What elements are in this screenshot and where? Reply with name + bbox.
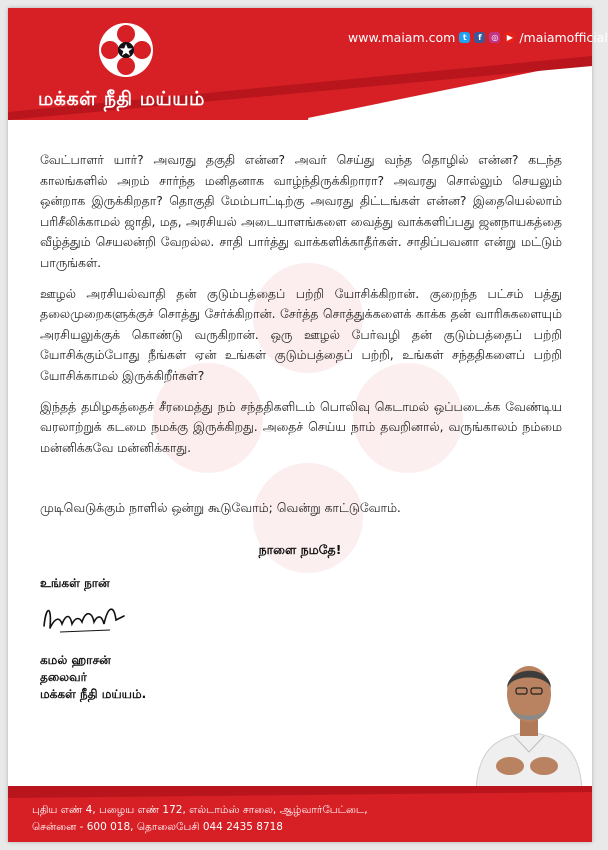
party-logo-icon — [98, 22, 154, 78]
instagram-icon[interactable]: ◎ — [489, 32, 500, 43]
letter-body — [40, 150, 562, 468]
signer-block — [40, 652, 146, 703]
signer-name: கமல் ஹாசன் — [40, 653, 111, 667]
letterhead-footer — [8, 786, 592, 842]
letterhead-header — [8, 8, 608, 120]
signer-title: தலைவர் — [40, 670, 87, 684]
facebook-icon[interactable]: f — [474, 32, 485, 43]
youtube-icon[interactable]: ▶ — [504, 32, 515, 43]
party-name: மக்கள் நீதி மய்யம் — [38, 88, 205, 110]
salutation-block — [40, 576, 110, 594]
salutation: உங்கள் நான் — [40, 576, 110, 590]
header-contact — [348, 30, 608, 45]
paragraph-2: ஊழல் அரசியல்வாதி தன் குடும்பத்தைப் பற்றி யோசிக்கிறான். குறைந்த பட்சம் பத்து தலைமுறைகளுக்குச் சொத்து சேர்க்கிறான். சேர்த்த சொத்துக்களைக் காக்க தன் வாரிசுகளையும் அரசியலுக்குக் கொண்டு வருகிறான். ஒரு ஊழல் பேர்வழி தன் குடும்பத்தைப் பற்றி யோசிக்கும்போது நீங்கள் ஏன் உங்கள் குடும்பத்தைப் பற்றி, உங்கள் சந்ததிகளைப் பற்றி யோசிக்காமல் இருக்கிறீர்கள்? — [40, 285, 562, 383]
paragraph-3: இந்தத் தமிழகத்தைச் சீரமைத்து நம் சந்ததிகளிடம் பொலிவு கெடாமல் ஒப்படைக்க வேண்டிய வரலாற்றுக் கடமை நமக்கு இருக்கிறது. அதைச் செய்ய நாம் தவறினால், வருங்காலம் நம்மை மன்னிக்கவே மன்னிக்காது. — [40, 398, 562, 455]
signature-image — [40, 596, 130, 640]
address-line-2: சென்னை - 600 018, தொலைபேசி 044 2435 8718 — [32, 821, 283, 833]
motto: நாளை நமதே! — [258, 542, 342, 557]
signer-org: மக்கள் நீதி மய்யம். — [40, 687, 147, 701]
paragraph-1: வேட்பாளர் யார்? அவரது தகுதி என்ன? அவர் செய்து வந்த தொழில் என்ன? கடந்த காலங்களில் அறம் சார்ந்த மனிதனாக வாழ்ந்திருக்கிறாரா? அவரது சொல்லும் செயலும் ஒன்றாக இருக்கிறதா? தொகுதி மேம்பாட்டிற்கு அவரது திட்டங்கள் என்ன? இதையெல்லாம் பரிசீலிக்காமல் ஜாதி, மத, அரசியல் அடையாளங்களை வைத்து வாக்களிப்பது ஜனநாயகத்தை வீழ்த்தும் செயலன்றி வேறல்ல. சாதி பார்த்து வாக்களிக்காதீர்கள். சாதிப்பவனா என்று மட்டும் பாருங்கள். — [40, 152, 562, 270]
social-handle[interactable]: /maiamofficial — [519, 30, 608, 45]
closing-line: முடிவெடுக்கும் நாளில் ஒன்று கூடுவோம்; வென்று காட்டுவோம். — [40, 500, 401, 515]
twitter-icon[interactable]: t — [459, 32, 470, 43]
website-link[interactable]: www.maiam.com — [348, 30, 456, 45]
address-line-1: புதிய எண் 4, பழைய எண் 172, எல்டாம்ஸ் சாலை, ஆழ்வார்பேட்டை, — [32, 804, 368, 816]
leader-portrait — [470, 648, 588, 790]
letterhead-page — [8, 8, 608, 842]
